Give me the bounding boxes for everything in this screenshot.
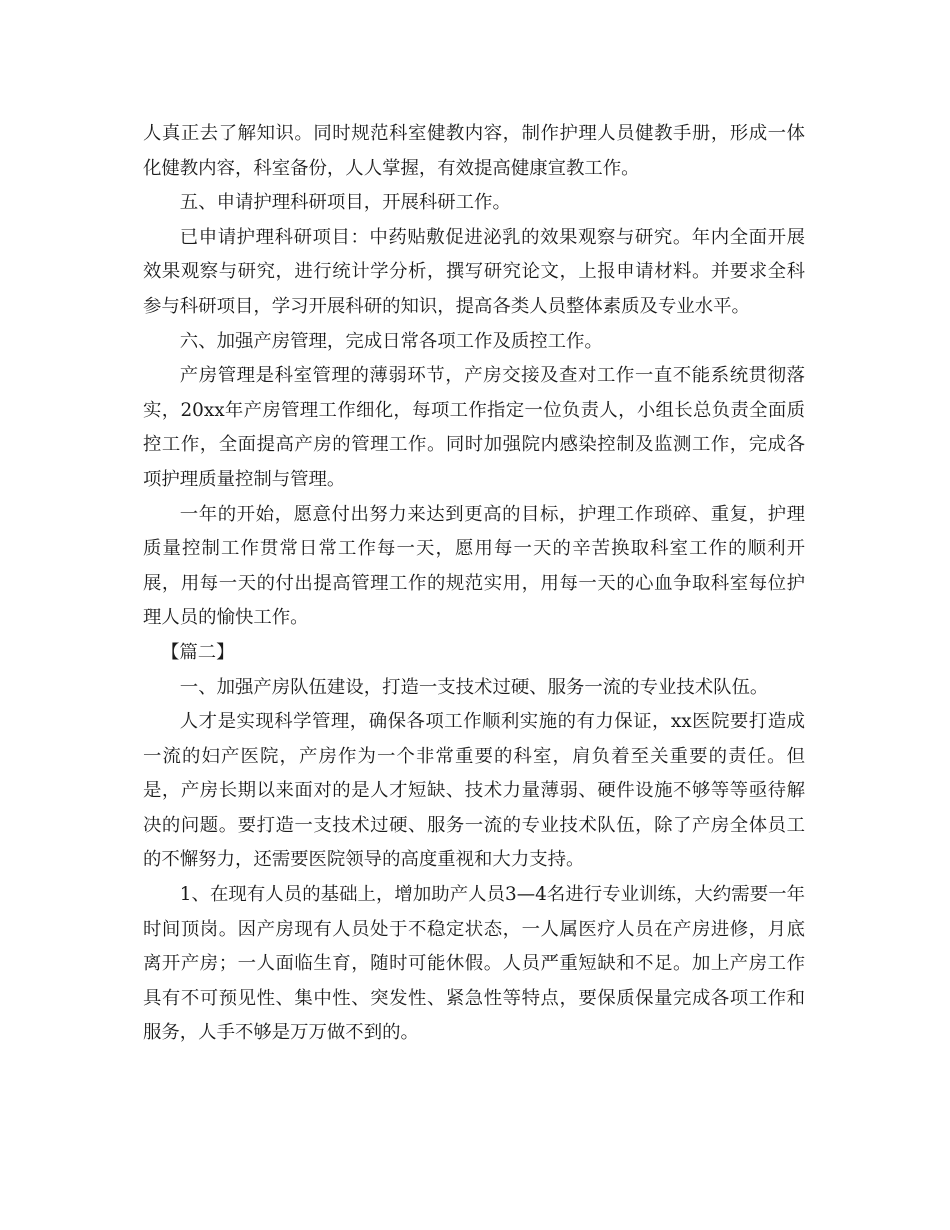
section-heading-five: 五、申请护理科研项目，开展科研工作。 (179, 192, 511, 214)
paragraph: 1、在现有人员的基础上，增加助产人员3—4名进行专业训练，大约需要一年时间顶岗。因产房现有人员处于不稳定状态，一人属医疗人员在产房进修，月底离开产房；一人面临生育，随时可能休假。人员严重短缺和不足。加上产房工作具有不可预见性、集中性、突发性、紧急性等特点，要保质保量完成各项工作和服务，人手不够是万万做不到的。 (143, 884, 805, 1044)
paragraph: 人才是实现科学管理，确保各项工作顺利实施的有力保证，xx医院要打造成一流的妇产医院，产房作为一个非常重要的科室，肩负着至关重要的责任。但是，产房长期以来面对的是人才短缺、技术力量薄弱、硬件设施不够等等亟待解决的问题。要打造一支技术过硬、服务一流的专业技术队伍，除了产房全体员工的不懈努力，还需要医院领导的高度重视和大力支持。 (143, 711, 805, 871)
section-heading-six: 六、加强产房管理，完成日常各项工作及质控工作。 (179, 330, 603, 352)
paragraph: 人真正去了解知识。同时规范科室健教内容，制作护理人员健教手册，形成一体化健教内容，科室备份，人人掌握，有效提高健康宣教工作。 (143, 123, 805, 179)
paragraph: 产房管理是科室管理的薄弱环节，产房交接及查对工作一直不能系统贯彻落实，20xx年产房管理工作细化，每项工作指定一位负责人，小组长总负责全面质控工作，全面提高产房的管理工作。同时加强院内感染控制及监测工作，完成各项护理质量控制与管理。 (143, 365, 805, 490)
document-body (143, 117, 805, 1051)
section-heading-one: 一、加强产房队伍建设，打造一支技术过硬、服务一流的专业技术队伍。 (179, 676, 769, 698)
part-two-label: 【篇二】 (161, 641, 235, 663)
paragraph: 已申请护理科研项目：中药贴敷促进泌乳的效果观察与研究。年内全面开展效果观察与研究，进行统计学分析，撰写研究论文，上报申请材料。并要求全科参与科研项目，学习开展科研的知识，提高各类人员整体素质及专业水平。 (143, 226, 805, 317)
paragraph: 一年的开始，愿意付出努力来达到更高的目标，护理工作琐碎、重复，护理质量控制工作贯常日常工作每一天，愿用每一天的辛苦换取科室工作的顺利开展，用每一天的付出提高管理工作的规范实用，用每一天的心血争取科室每位护理人员的愉快工作。 (143, 503, 805, 629)
